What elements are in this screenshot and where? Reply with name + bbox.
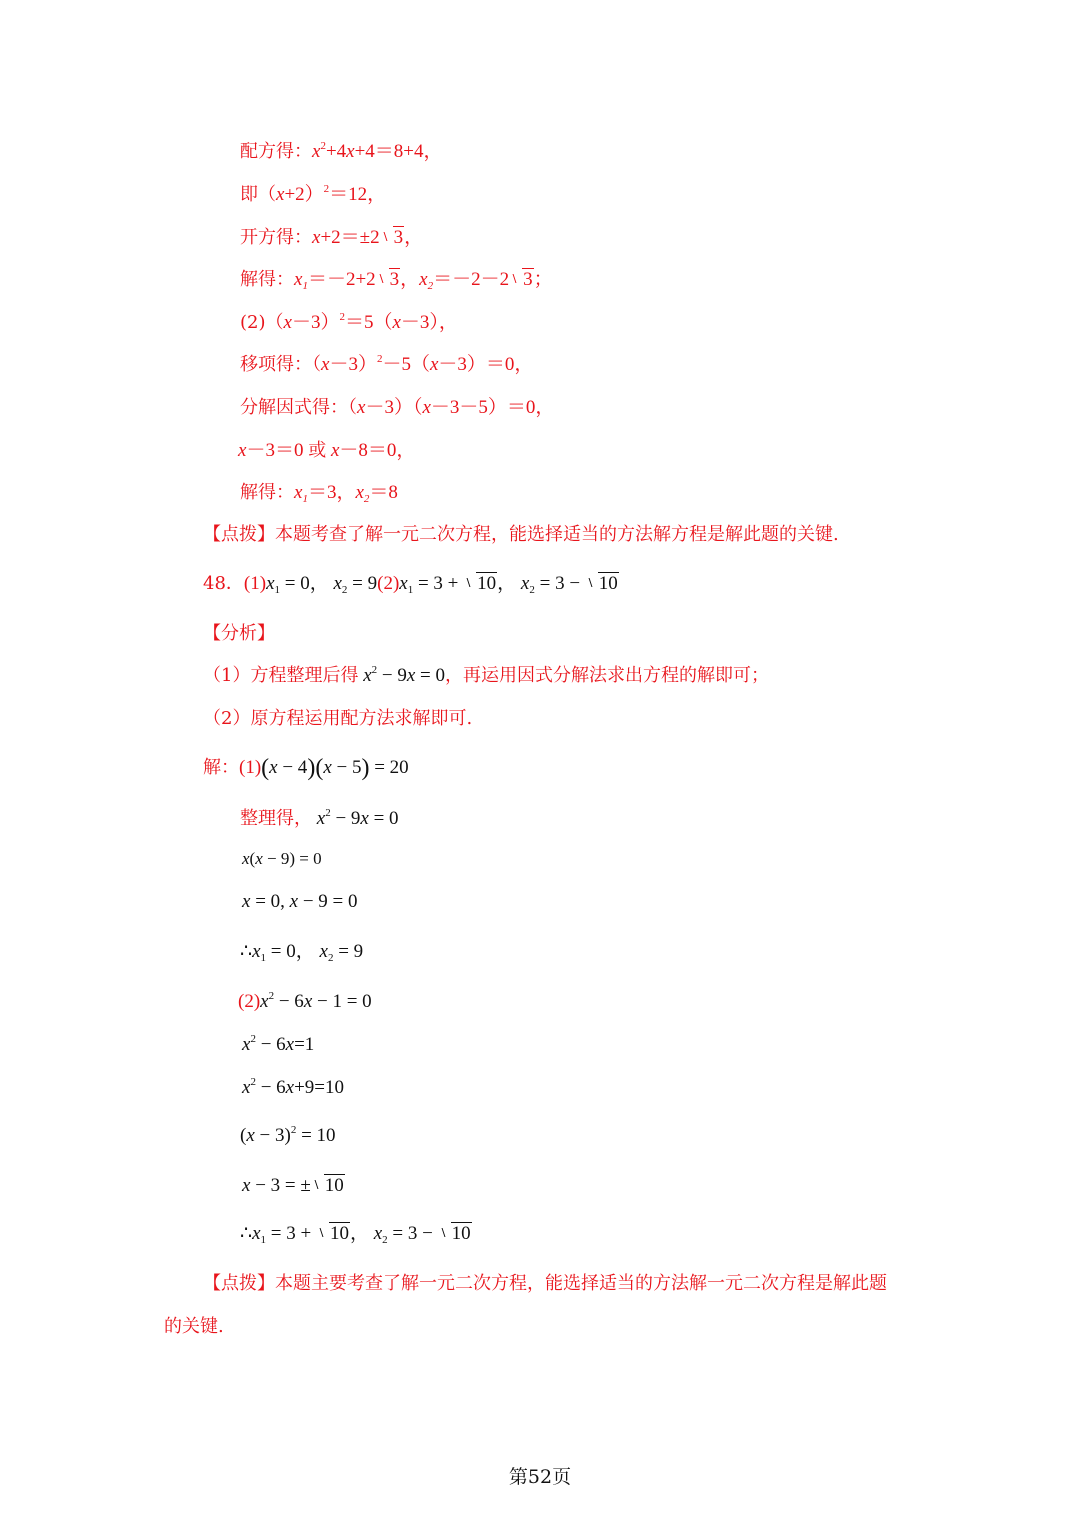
step-move-terms: 移项得：$(x-3)^2-5(x-3)=0$， — [240, 353, 534, 375]
tip-label: 【点拨】 — [203, 1273, 275, 1294]
step-label: 配方得： — [240, 141, 312, 162]
tip-text: 本题主要考查了解一元二次方程，能选择适当的方法解一元二次方程是解此题 — [275, 1273, 887, 1294]
equation-line: $\therefore x_1 = 3 + 10$， $x_2 = 3 - 10$ — [240, 1223, 471, 1246]
tidy-label: 整理得， — [240, 808, 312, 829]
step-label: 开方得： — [240, 227, 312, 248]
equation-line: x − 3 = ± 10 — [242, 1175, 344, 1196]
page-number: 第52页 — [508, 1466, 572, 1488]
step-label: 解得： — [240, 269, 294, 290]
step-solution-2: 解得：$x_1=3$，$x_2=8$ — [240, 482, 398, 505]
equation-line: $(2)x^2 - 6x - 1 = 0$ — [238, 990, 372, 1012]
problem-2-equation: $(2)(x-3)^2=5(x-3)$， — [240, 311, 458, 333]
equation-line: $(x - 3)^2 = 10$ — [240, 1124, 336, 1146]
step-split: x－3＝0 或 x－8＝0， — [238, 440, 416, 461]
step-label: 移项得：（ — [240, 354, 321, 375]
solution-start: 解：(1)(x − 4)(x − 5) = 20 — [203, 755, 409, 781]
equation-line: $x^2 - 6x+9=10$ — [242, 1076, 345, 1098]
step-label: 或 — [308, 440, 327, 461]
step-square-root: 开方得：x+2＝±2 3， — [240, 227, 424, 248]
analysis-step-1: （1）方程整理后得 $x^2 - 9x = 0$，再运用因式分解法求出方程的解即可； — [203, 664, 770, 686]
tip-paragraph-2 — [203, 1272, 887, 1296]
tip-paragraph-2-cont: 的关键. — [164, 1316, 224, 1337]
step-label: 分解因式得：（ — [240, 397, 357, 418]
question-number: 48． — [203, 573, 244, 594]
equation-line: x = 0, x − 9 = 0 — [242, 891, 358, 912]
analysis-step-2: （2）原方程运用配方法求解即可. — [203, 708, 473, 729]
equation-line: x(x − 9) = 0 — [242, 849, 322, 868]
analysis-text: （1）方程整理后得 — [203, 665, 359, 686]
step-label: (2)（ — [240, 312, 284, 333]
analysis-text: ，再运用因式分解法求出方程的解即可； — [445, 665, 770, 686]
step-factor: 分解因式得：（x－3）（x－3－5）＝0， — [240, 397, 555, 418]
equation-line: $x^2 - 6x=1$ — [242, 1033, 315, 1055]
question-48-answer: 48．$(1)x_1 = 0$， $x_2 = 9(2)x_1 = 3 + 10$， $x_2 = 3 - 10$ — [203, 573, 618, 596]
step-label: 解得： — [240, 482, 294, 503]
step-complete-square: 配方得：$x^2+4x+4=8+4$， — [240, 140, 443, 162]
analysis-heading: 【分析】 — [203, 623, 275, 644]
equation-line: $\therefore x_1 = 0$， $x_2 = 9$ — [240, 941, 364, 964]
tip-paragraph: 【点拨】本题考查了解一元二次方程，能选择适当的方法解方程是解此题的关键. — [203, 524, 839, 545]
step-solution-1: 解得：$x_1=-2+2$ 3，$x_2=-2-2$ 3； — [240, 269, 553, 292]
solution-tidy: 整理得， $x^2 - 9x = 0$ — [240, 807, 399, 829]
solution-label: 解： — [203, 757, 239, 778]
step-square-form: 即$(x+2)^2=12$， — [240, 183, 387, 205]
step-label: 即（ — [240, 184, 276, 205]
